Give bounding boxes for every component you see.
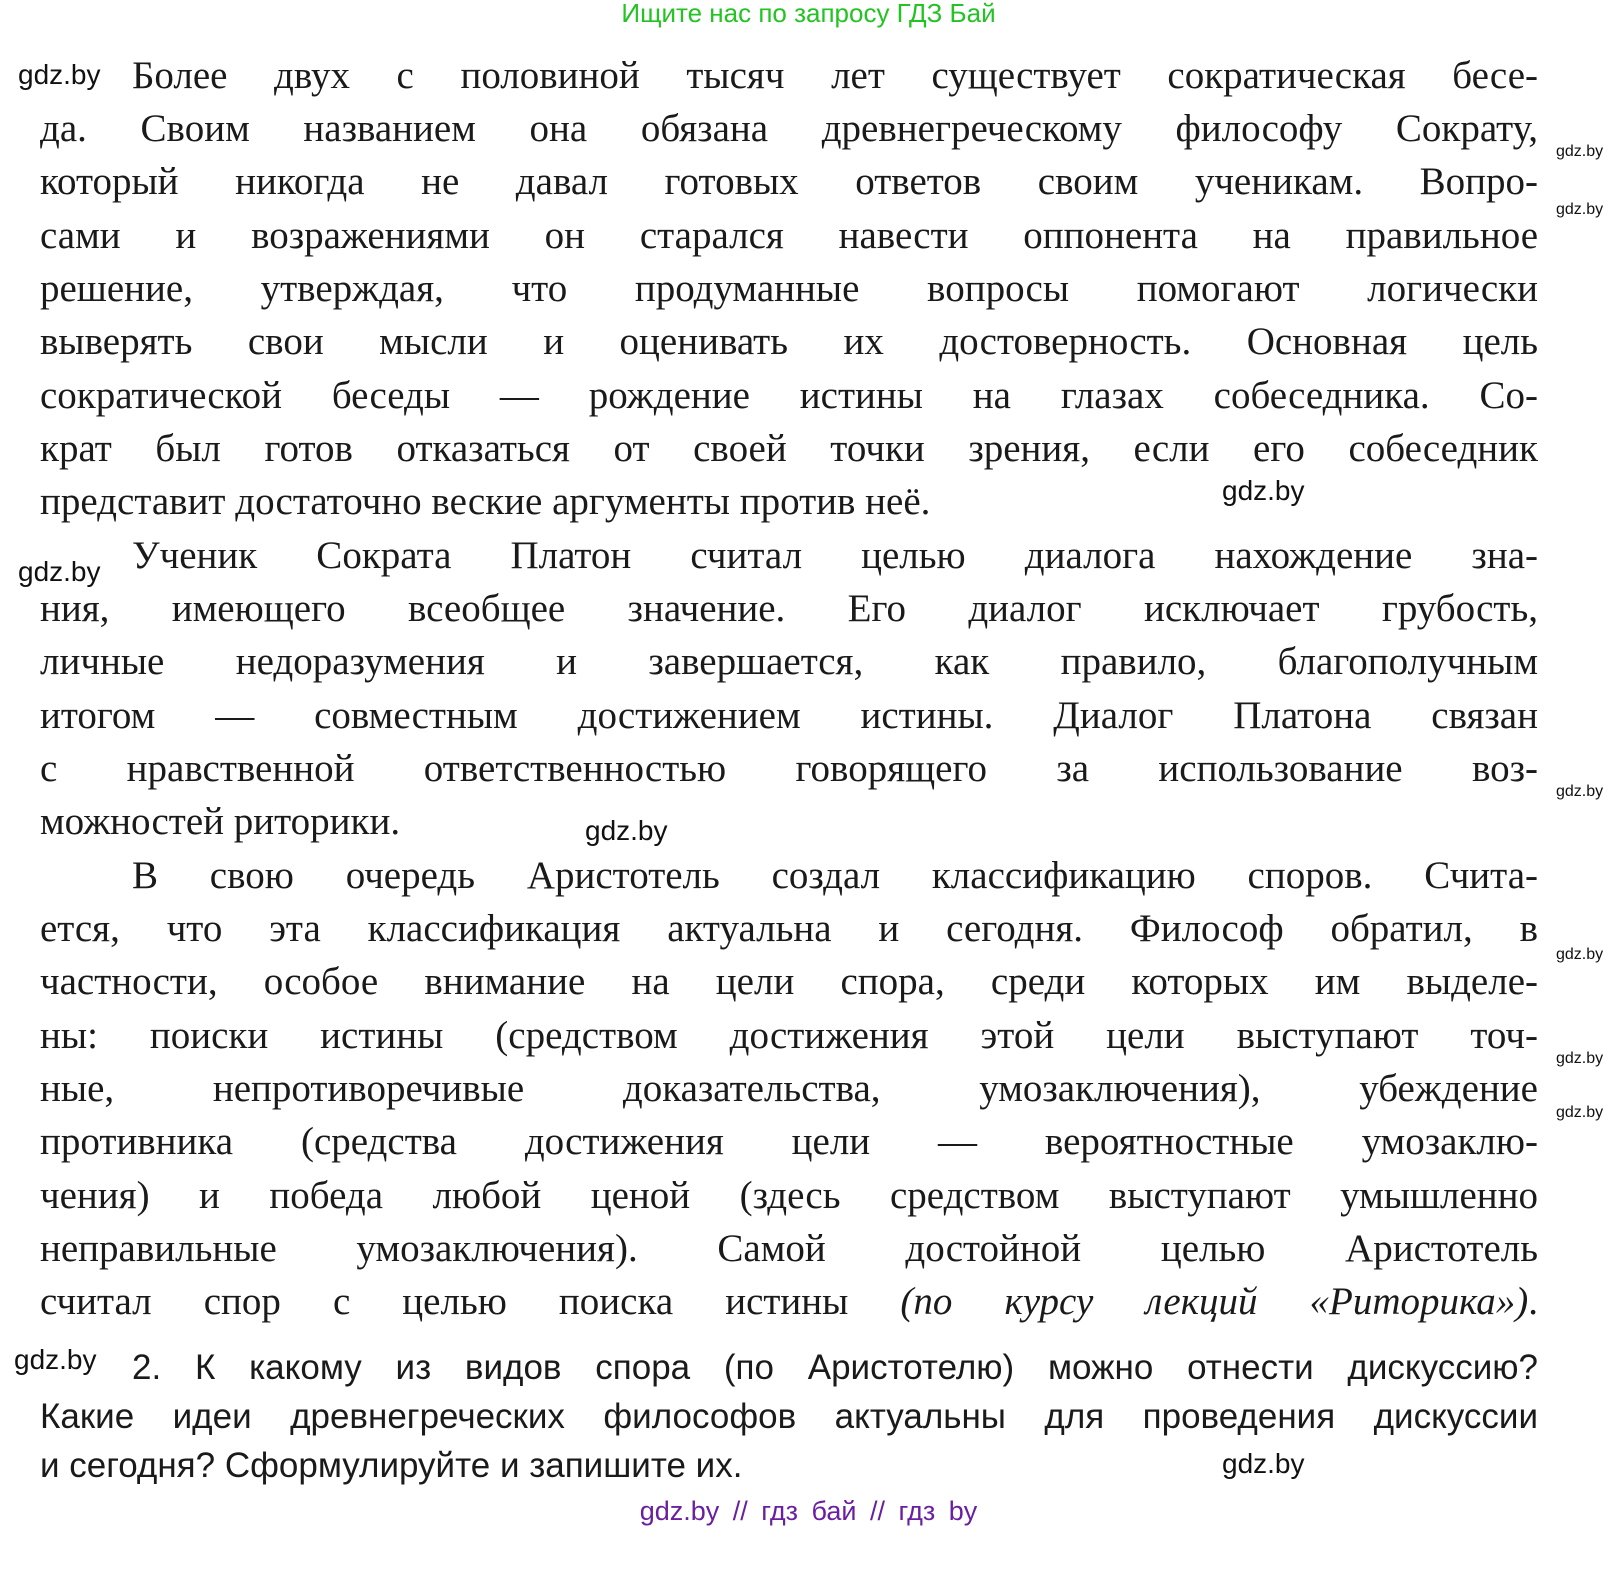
text-line: решение, утверждая, что продуманные вопросы помогают логически	[40, 267, 1538, 310]
text-line: Ученик Сократа Платон считал целью диалога нахождение зна-	[132, 534, 1538, 577]
watermark: gdz.by	[1556, 1050, 1604, 1067]
text-line: ния, имеющего всеобщее значение. Его диалог исключает грубость,	[40, 587, 1538, 630]
text-line: выверять свои мысли и оценивать их достоверность. Основная цель	[40, 320, 1538, 363]
watermark: gdz.by	[1556, 946, 1604, 963]
watermark: gdz.by	[1222, 475, 1305, 506]
text-line: который никогда не давал готовых ответов своим ученикам. Вопро-	[40, 160, 1538, 203]
text-line: итогом — совместным достижением истины. Диалог Платона связан	[40, 694, 1538, 737]
text-line: сократической беседы — рождение истины на глазах собеседника. Со-	[40, 374, 1538, 417]
text-line: противника (средства достижения цели — вероятностные умозаклю-	[40, 1120, 1538, 1163]
text-line: В свою очередь Аристотель создал классификацию споров. Счита-	[132, 854, 1538, 897]
footer-links: gdz.by // гдз бай // гдз by	[639, 1496, 978, 1526]
watermark: gdz.by	[1556, 783, 1604, 800]
text-line: неправильные умозаключения). Самой достойной целью Аристотель	[40, 1227, 1538, 1270]
text-line	[40, 1282, 1538, 1321]
watermark: gdz.by	[1222, 1448, 1305, 1479]
text-line: можностей риторики.	[40, 800, 401, 843]
watermark: gdz.by	[18, 556, 101, 587]
text-segment: считал спор с целью поиска истины	[40, 1280, 901, 1323]
watermark: gdz.by	[1556, 1104, 1604, 1121]
question-line: и сегодня? Сформулируйте и запишите их.	[40, 1446, 743, 1485]
watermark: gdz.by	[1556, 201, 1604, 218]
search-banner: Ищите нас по запросу ГДЗ Бай	[621, 0, 996, 28]
text-line: ется, что эта классификация актуальна и сегодня. Философ обратил, в	[40, 907, 1538, 950]
text-line: личные недоразумения и завершается, как правило, благополучным	[40, 640, 1538, 683]
text-line: представит достаточно веские аргументы против неё.	[40, 480, 931, 523]
question-line: Какие идеи древнегреческих философов актуальны для проведения дискуссии	[40, 1397, 1538, 1436]
text-line: частности, особое внимание на цели спора, среди которых им выделе-	[40, 960, 1538, 1003]
watermark: gdz.by	[585, 815, 668, 846]
text-line: крат был готов отказаться от своей точки зрения, если его собеседник	[40, 427, 1538, 470]
source-citation: (по курсу лекций «Риторика»)	[900, 1280, 1529, 1323]
watermark: gdz.by	[14, 1344, 97, 1375]
text-line: ны: поиски истины (средством достижения этой цели выступают точ-	[40, 1014, 1538, 1057]
text-line: Более двух с половиной тысяч лет существует сократическая бесе-	[132, 54, 1538, 97]
question-line: 2. К какому из видов спора (по Аристотелю) можно отнести дискуссию?	[132, 1348, 1538, 1387]
watermark: gdz.by	[1556, 143, 1604, 160]
text-line: ные, непротиворечивые доказательства, умозаключения), убеждение	[40, 1067, 1538, 1110]
text-line: с нравственной ответственностью говорящего за использование воз-	[40, 747, 1538, 790]
text-segment: .	[1528, 1280, 1538, 1323]
text-line: сами и возражениями он старался навести оппонента на правильное	[40, 214, 1538, 257]
text-line: чения) и победа любой ценой (здесь средством выступают умышленно	[40, 1174, 1538, 1217]
watermark: gdz.by	[18, 59, 101, 90]
text-line: да. Своим названием она обязана древнегреческому философу Сократу,	[40, 107, 1538, 150]
